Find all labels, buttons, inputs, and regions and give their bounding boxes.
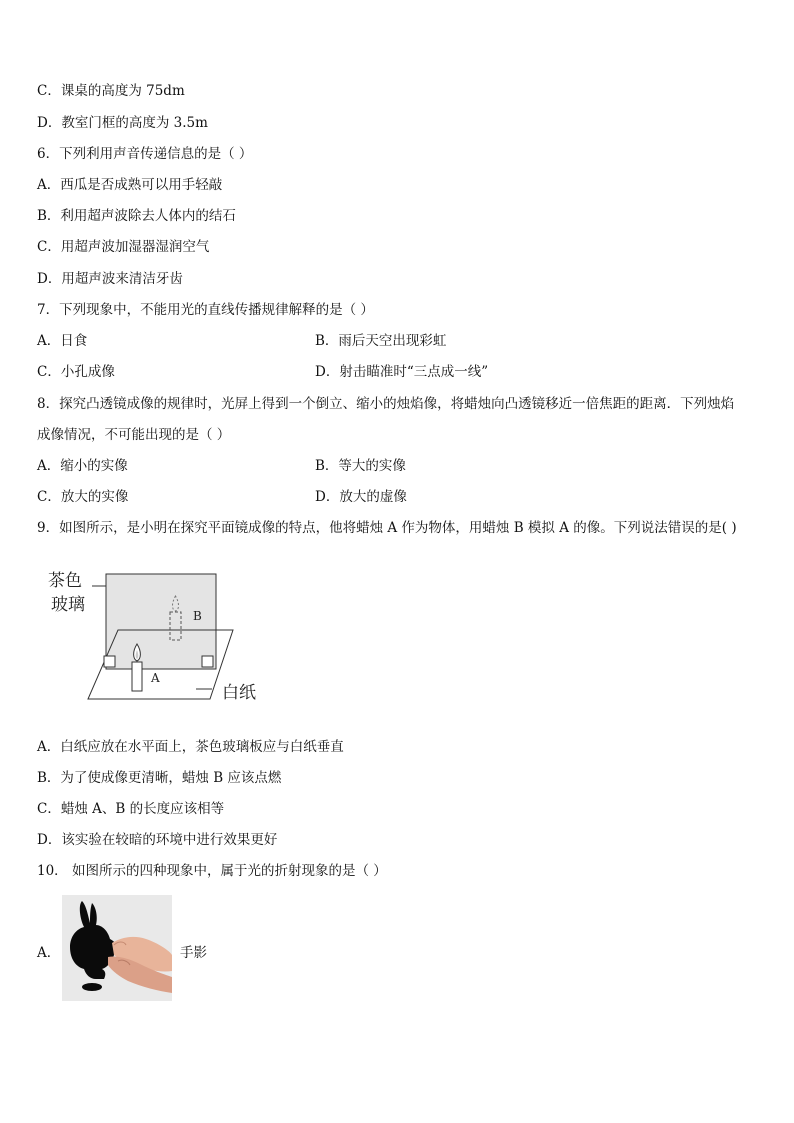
q7-option-b: B．雨后天空出现彩虹 bbox=[315, 333, 447, 349]
hand-shadow-rabbit-icon bbox=[62, 895, 172, 1001]
q9-option-c: C．蜡烛 A、B 的长度应该相等 bbox=[37, 801, 225, 817]
q8-option-c: C．放大的实像 bbox=[37, 489, 129, 505]
q7-stem: 7．下列现象中，不能用光的直线传播规律解释的是（ ） bbox=[37, 302, 374, 318]
q9-option-b: B．为了使成像更清晰，蜡烛 B 应该点燃 bbox=[37, 770, 282, 786]
glass-label-line2: 玻璃 bbox=[51, 595, 85, 615]
q8-stem-line2: 成像情况，不可能出现的是（ ） bbox=[37, 427, 231, 443]
q10-stem: 10． 如图所示的四种现象中，属于光的折射现象的是（ ） bbox=[37, 863, 387, 879]
q5-option-d: D．教室门框的高度为 3.5m bbox=[37, 115, 208, 131]
q9-stem: 9．如图所示，是小明在探究平面镜成像的特点，他将蜡烛 A 作为物体，用蜡烛 B 模拟 A 的像。下列说法错误的是( ) bbox=[37, 520, 737, 536]
glass-label-line1: 茶色 bbox=[48, 571, 82, 591]
q6-option-d: D．用超声波来清洁牙齿 bbox=[37, 271, 183, 287]
holder-block-right bbox=[202, 656, 213, 667]
candle-a-label: A bbox=[151, 671, 160, 685]
q7-option-a: A．日食 bbox=[37, 333, 88, 349]
q10-option-a-text: 手影 bbox=[180, 945, 207, 961]
q8-option-b: B．等大的实像 bbox=[315, 458, 406, 474]
q6-option-c: C．用超声波加湿器湿润空气 bbox=[37, 239, 210, 255]
candle-b-label: B bbox=[193, 609, 202, 623]
hand-shadow-image bbox=[62, 895, 172, 1001]
q8-stem-line1: 8．探究凸透镜成像的规律时，光屏上得到一个倒立、缩小的烛焰像，将蜡烛向凸透镜移近一倍焦距的距离．下列烛焰 bbox=[37, 396, 735, 412]
q7-option-d: D．射击瞄准时“三点成一线” bbox=[315, 364, 489, 380]
candle-a bbox=[132, 662, 142, 691]
q6-option-a: A．西瓜是否成熟可以用手轻敲 bbox=[37, 177, 223, 193]
paper-label: 白纸 bbox=[222, 683, 256, 703]
holder-block-left bbox=[104, 656, 115, 667]
q7-option-c: C．小孔成像 bbox=[37, 364, 115, 380]
q9-option-a: A．白纸应放在水平面上，茶色玻璃板应与白纸垂直 bbox=[37, 739, 344, 755]
q8-option-d: D．放大的虚像 bbox=[315, 489, 407, 505]
q5-option-c: C．课桌的高度为 75dm bbox=[37, 83, 185, 99]
q6-stem: 6．下列利用声音传递信息的是（ ） bbox=[37, 146, 253, 162]
q9-option-d: D．该实验在较暗的环境中进行效果更好 bbox=[37, 832, 278, 848]
q10-option-a-label: A． bbox=[37, 945, 61, 961]
q6-option-b: B．利用超声波除去人体内的结石 bbox=[37, 208, 236, 224]
q8-option-a: A．缩小的实像 bbox=[37, 458, 128, 474]
plane-mirror-figure bbox=[40, 560, 280, 710]
